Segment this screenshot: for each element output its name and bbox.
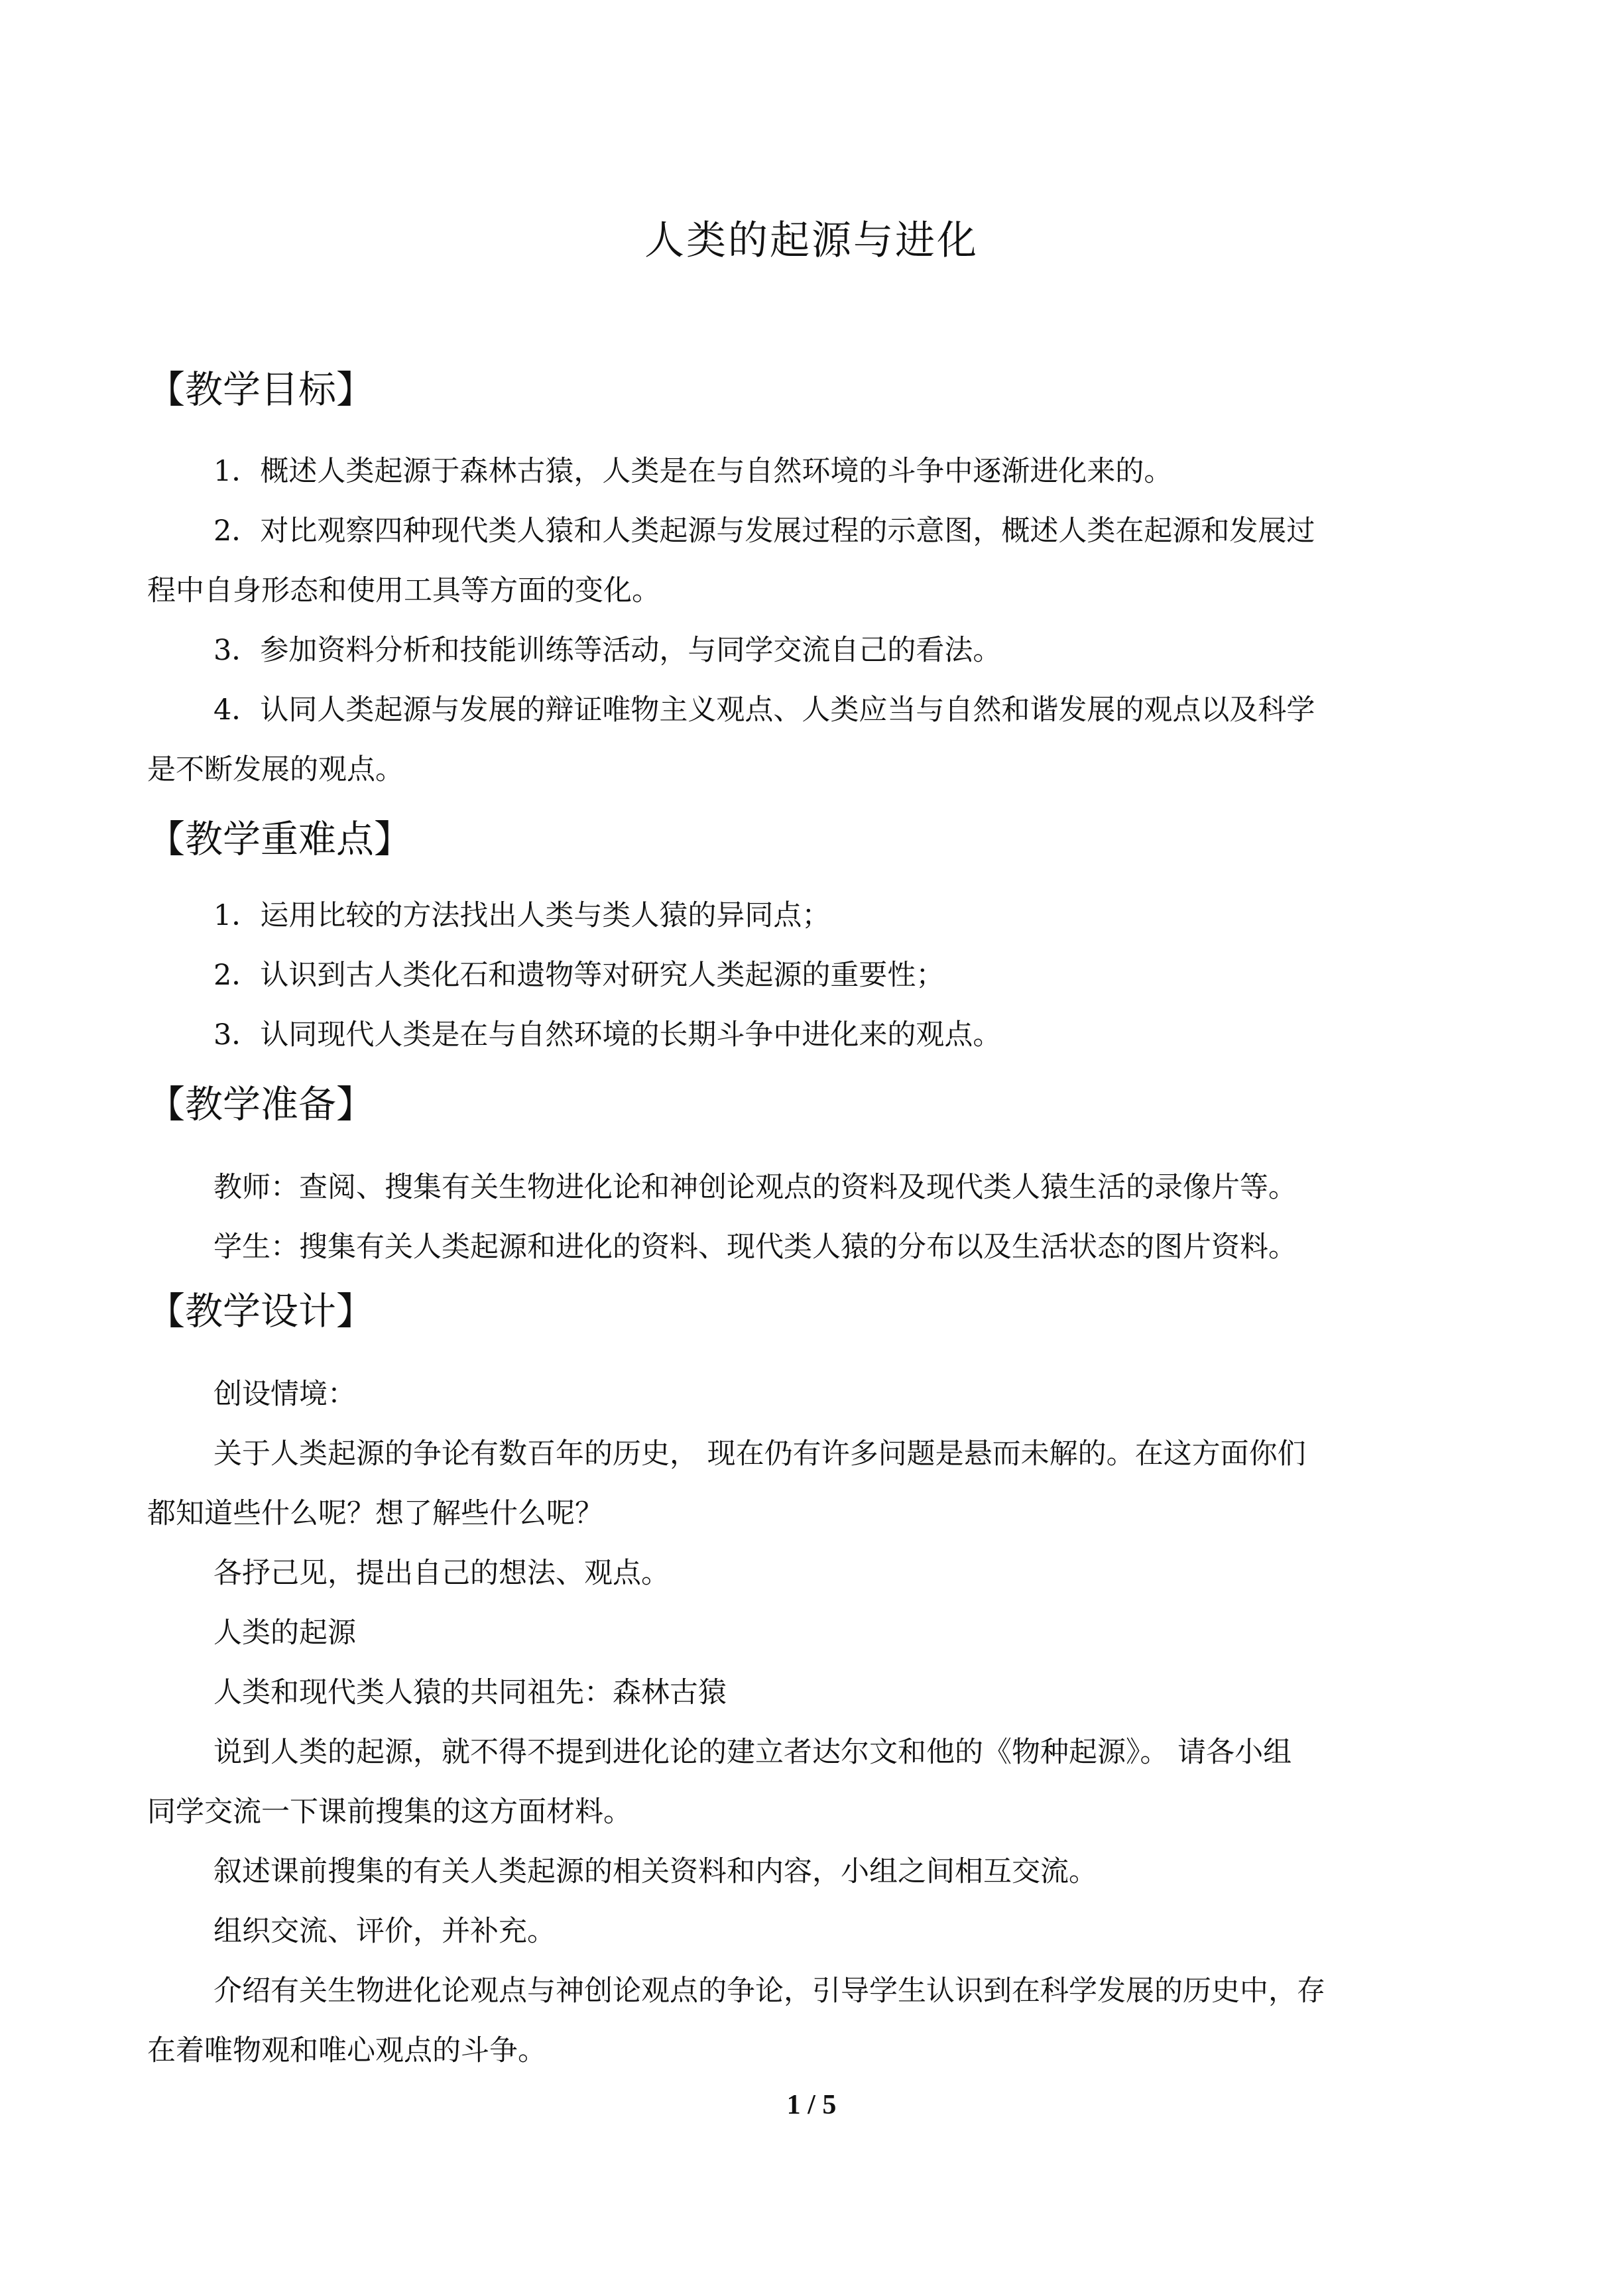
design-line: 说到人类的起源，就不得不提到进化论的建立者达尔文和他的《物种起源》。 请各小组: [213, 1736, 1292, 1769]
design-line: 介绍有关生物进化论观点与神创论观点的争论，引导学生认识到在科学发展的历史中，存: [213, 1974, 1325, 2008]
preparation-line: 教师：查阅、搜集有关生物进化论和神创论观点的资料及现代类人猿生活的录像片等。: [213, 1171, 1297, 1204]
objective-line: 3．参加资料分析和技能训练等活动，与同学交流自己的看法。: [213, 634, 1002, 667]
section-heading-preparation: 【教学准备】: [147, 1083, 374, 1126]
objective-line: 是不断发展的观点。: [147, 753, 404, 786]
section-heading-key-points: 【教学重难点】: [147, 817, 412, 861]
section-heading-objectives: 【教学目标】: [147, 368, 374, 412]
page-number: 1 / 5: [786, 2090, 837, 2120]
design-line: 人类和现代类人猿的共同祖先：森林古猿: [213, 1676, 727, 1709]
key-point-line: 2．认识到古人类化石和遗物等对研究人类起源的重要性；: [213, 959, 945, 992]
preparation-line: 学生：搜集有关人类起源和进化的资料、现代类人猿的分布以及生活状态的图片资料。: [213, 1231, 1297, 1264]
design-line: 同学交流一下课前搜集的这方面材料。: [147, 1795, 632, 1829]
design-line: 各抒己见，提出自己的想法、观点。: [213, 1557, 670, 1590]
objective-line: 2．对比观察四种现代类人猿和人类起源与发展过程的示意图，概述人类在起源和发展过: [213, 514, 1315, 548]
design-line: 组织交流、评价，并补充。: [213, 1915, 556, 1948]
design-line: 叙述课前搜集的有关人类起源的相关资料和内容，小组之间相互交流。: [213, 1855, 1097, 1888]
design-line: 关于人类起源的争论有数百年的历史， 现在仍有许多问题是悬而未解的。在这方面你们: [213, 1437, 1306, 1471]
objective-line: 1．概述人类起源于森林古猿，人类是在与自然环境的斗争中逐渐进化来的。: [213, 455, 1173, 488]
design-line: 都知道些什么呢？想了解些什么呢？: [147, 1497, 603, 1530]
objective-line: 程中自身形态和使用工具等方面的变化。: [147, 574, 660, 607]
design-line: 在着唯物观和唯心观点的斗争。: [147, 2034, 546, 2067]
design-line: 创设情境：: [213, 1378, 356, 1411]
key-point-line: 1．运用比较的方法找出人类与类人猿的异同点；: [213, 899, 831, 932]
objective-line: 4．认同人类起源与发展的辩证唯物主义观点、人类应当与自然和谐发展的观点以及科学: [213, 694, 1315, 727]
document-title: 人类的起源与进化: [644, 217, 979, 264]
section-heading-design: 【教学设计】: [147, 1290, 374, 1333]
key-point-line: 3．认同现代人类是在与自然环境的长期斗争中进化来的观点。: [213, 1018, 1002, 1052]
design-line: 人类的起源: [213, 1616, 356, 1650]
